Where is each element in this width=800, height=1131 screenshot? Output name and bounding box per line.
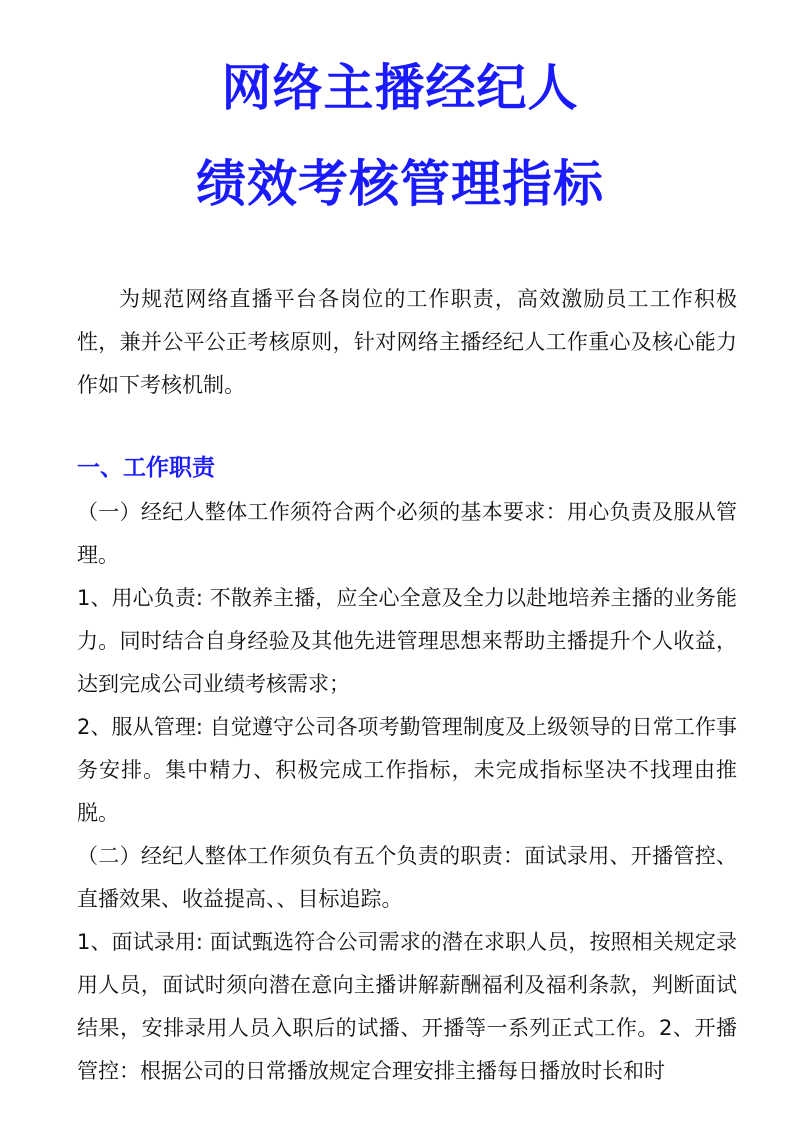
paragraph-five-duties: （二）经纪人整体工作须负有五个负责的职责：面试录用、开播管控、直播效果、收益提高、、目标追踪。: [77, 844, 737, 911]
intro-paragraph: 为规范网络直播平台各岗位的工作职责，高效激励员工工作积极性，兼并公平公正考核原则，针对网络主播经纪人工作重心及核心能力作如下考核机制。: [77, 287, 737, 397]
section-content: [77, 491, 737, 1093]
section-heading-duties: 一、工作职责: [77, 455, 215, 481]
paragraph-obey-management: 2、服从管理: 自觉遵守公司各项考勤管理制度及上级领导的日常工作事务安排。集中精力、积极完成工作指标，未完成指标坚决不找理由推脱。: [77, 715, 737, 825]
paragraph-interview-hiring: 1、面试录用: 面试甄选符合公司需求的潜在求职人员，按照相关规定录用人员，面试时须向潜在意向主播讲解薪酬福利及福利条款，判断面试结果，安排录用人员入职后的试播、开播等一系列正式工作。2、开播管控：根据公司的日常播放规定合理安排主播每日播放时长和时: [77, 930, 737, 1083]
document-title-line1: 网络主播经纪人: [221, 59, 579, 117]
document-title-line2: 绩效考核管理指标: [196, 155, 604, 213]
paragraph-requirements: （一）经纪人整体工作须符合两个必须的基本要求：用心负责及服从管理。: [77, 500, 737, 567]
paragraph-responsible: 1、用心负责: 不散养主播，应全心全意及全力以赴地培养主播的业务能力。同时结合自身经验及其他先进管理思想来帮助主播提升个人收益，达到完成公司业绩考核需求；: [77, 586, 737, 696]
